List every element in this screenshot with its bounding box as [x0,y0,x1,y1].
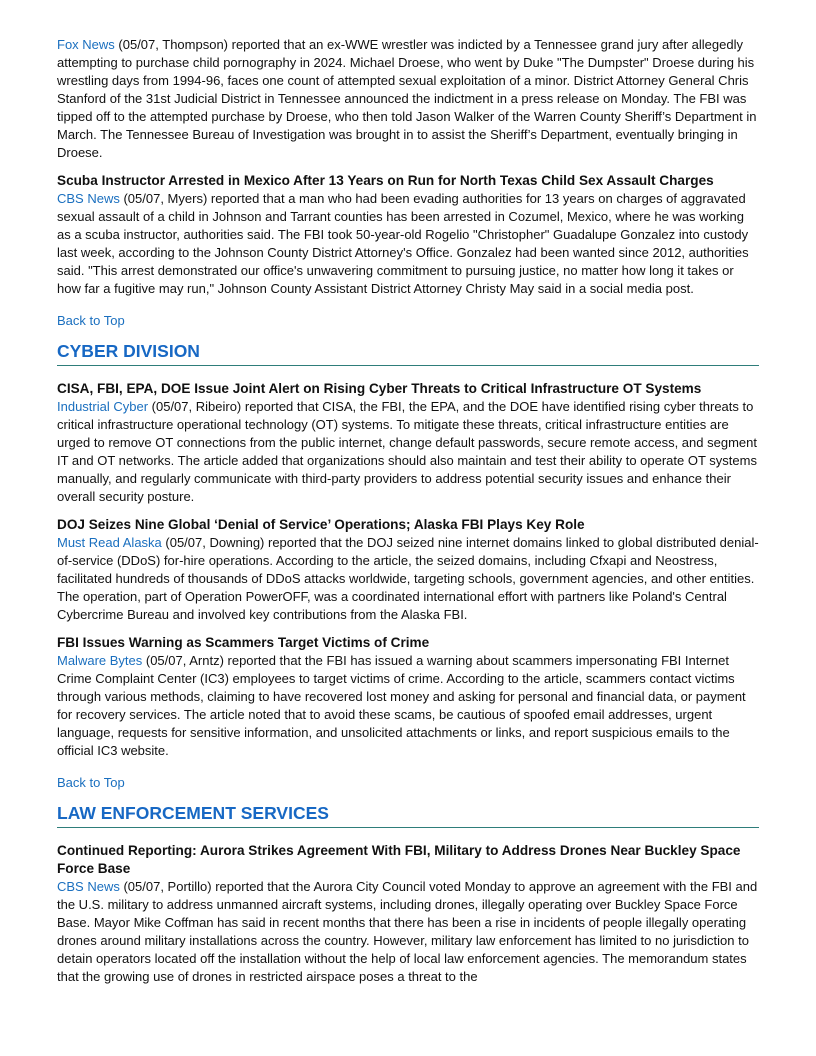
story-body [57,878,759,986]
story-text: (05/07, Myers) reported that a man who had been evading authorities for 13 years on charges of aggravated sexual assault of a child in Johnson and Tarrant counties has been arrested in Cozumel, Mexico, where he was working as a scuba instructor, authorities said. The FBI took 50-year-old Rogelio "Christopher" Guadalupe Gonzalez into custody last week, according to the Johnson County District Attorney's Office. Gonzalez had been wanted since 2012, authorities said. "This arrest demonstrated our office's unwavering commitment to pursuing justice, no matter how long it takes or how far a fugitive may run," Johnson County Assistant District Attorney Christy May said in a social media post. [57,191,749,296]
story-cyber-3 [57,634,759,760]
story-continued [57,36,759,162]
section-heading-cyber: CYBER DIVISION [57,340,759,366]
source-link[interactable]: CBS News [57,191,120,206]
story-body [57,190,759,298]
story-text: (05/07, Thompson) reported that an ex-WWE wrestler was indicted by a Tennessee grand jury after allegedly attempting to purchase child pornography in 2024. Michael Droese, who went by Duke "The Dumpster" Droese during his wrestling days from 1994-96, faces one count of attempted sexual exploitation of a minor. District Attorney General Chris Stanford of the 31st Judicial District in Tennessee announced the indictment in a press release on Monday. The FBI was tipped off to the attempted purchase by Droese, who then told Jason Walker of the Warren County Sheriff’s Department in March. The Tennessee Bureau of Investigation was brought in to assist the Sheriff’s Department, eventually bringing in Droese. [57,37,757,160]
story-title: Scuba Instructor Arrested in Mexico After 13 Years on Run for North Texas Child Sex Assault Charges [57,173,714,188]
story-scuba [57,172,759,298]
story-title: FBI Issues Warning as Scammers Target Victims of Crime [57,635,430,650]
source-link[interactable]: Malware Bytes [57,653,143,668]
story-text: (05/07, Ribeiro) reported that CISA, the FBI, the EPA, and the DOE have identified rising cyber threats to critical infrastructure operational technology (OT) systems. To mitigate these threats, critical infrastructure entities are urged to remove OT connections from the public internet, change default passwords, secure remote access, and segment IT and OT networks. The article added that organizations should also maintain and test their ability to operate OT systems manually, and regularly communicate with third-party providers to address potential security issues and enhance their overall security posture. [57,399,757,504]
source-link[interactable]: Industrial Cyber [57,399,149,414]
story-body [57,398,759,506]
story-cyber-2 [57,516,759,624]
story-les-1 [57,842,759,986]
story-title: Continued Reporting: Aurora Strikes Agreement With FBI, Military to Address Drones Near Buckley Space Force Base [57,843,741,876]
source-link[interactable]: CBS News [57,879,120,894]
section-heading-les: LAW ENFORCEMENT SERVICES [57,802,759,828]
story-cyber-1 [57,380,759,506]
back-to-top-link[interactable]: Back to Top [57,313,125,328]
story-text: (05/07, Downing) reported that the DOJ seized nine internet domains linked to global distributed denial-of-service (DDoS) for-hire operations. According to the article, the seized domains, including Cfxapi and Neostress, facilitated hundreds of thousands of DDoS attacks worldwide, targeting schools, government agencies, and other entities. The operation, part of Operation PowerOFF, was a coordinated international effort with partners like Poland's Central Cybercrime Bureau and involved key contributions from the Alaska FBI. [57,535,759,622]
source-link[interactable]: Fox News [57,37,115,52]
story-body [57,534,759,624]
story-text: (05/07, Arntz) reported that the FBI has issued a warning about scammers impersonating FBI Internet Crime Complaint Center (IC3) employees to target victims of crime. According to the article, scammers contact victims through various methods, claiming to have recovered lost money and asking for personal and financial data, or payment for recovery services. The article noted that to avoid these scams, be cautious of spoofed email addresses, urgent language, requests for sensitive information, and unsolicited attachments or links, and report suspicious emails to the official IC3 website. [57,653,746,758]
story-body [57,36,759,162]
story-text: (05/07, Portillo) reported that the Aurora City Council voted Monday to approve an agreement with the FBI and the U.S. military to address unmanned aircraft systems, including drones, illegally operating over Buckley Space Force Base. Mayor Mike Coffman has said in recent months that there has been a rise in incidents of people illegally operating drones around military installations across the country. However, military law enforcement has limited to no jurisdiction to detain operators located off the installation without the help of local law enforcement agencies. The memorandum states that the growing use of drones in restricted airspace poses a threat to the [57,879,758,984]
back-to-top-link[interactable]: Back to Top [57,775,125,790]
source-link[interactable]: Must Read Alaska [57,535,162,550]
story-body [57,652,759,760]
story-title: CISA, FBI, EPA, DOE Issue Joint Alert on Rising Cyber Threats to Critical Infrastructure OT Systems [57,381,702,396]
story-title: DOJ Seizes Nine Global ‘Denial of Service’ Operations; Alaska FBI Plays Key Role [57,517,585,532]
